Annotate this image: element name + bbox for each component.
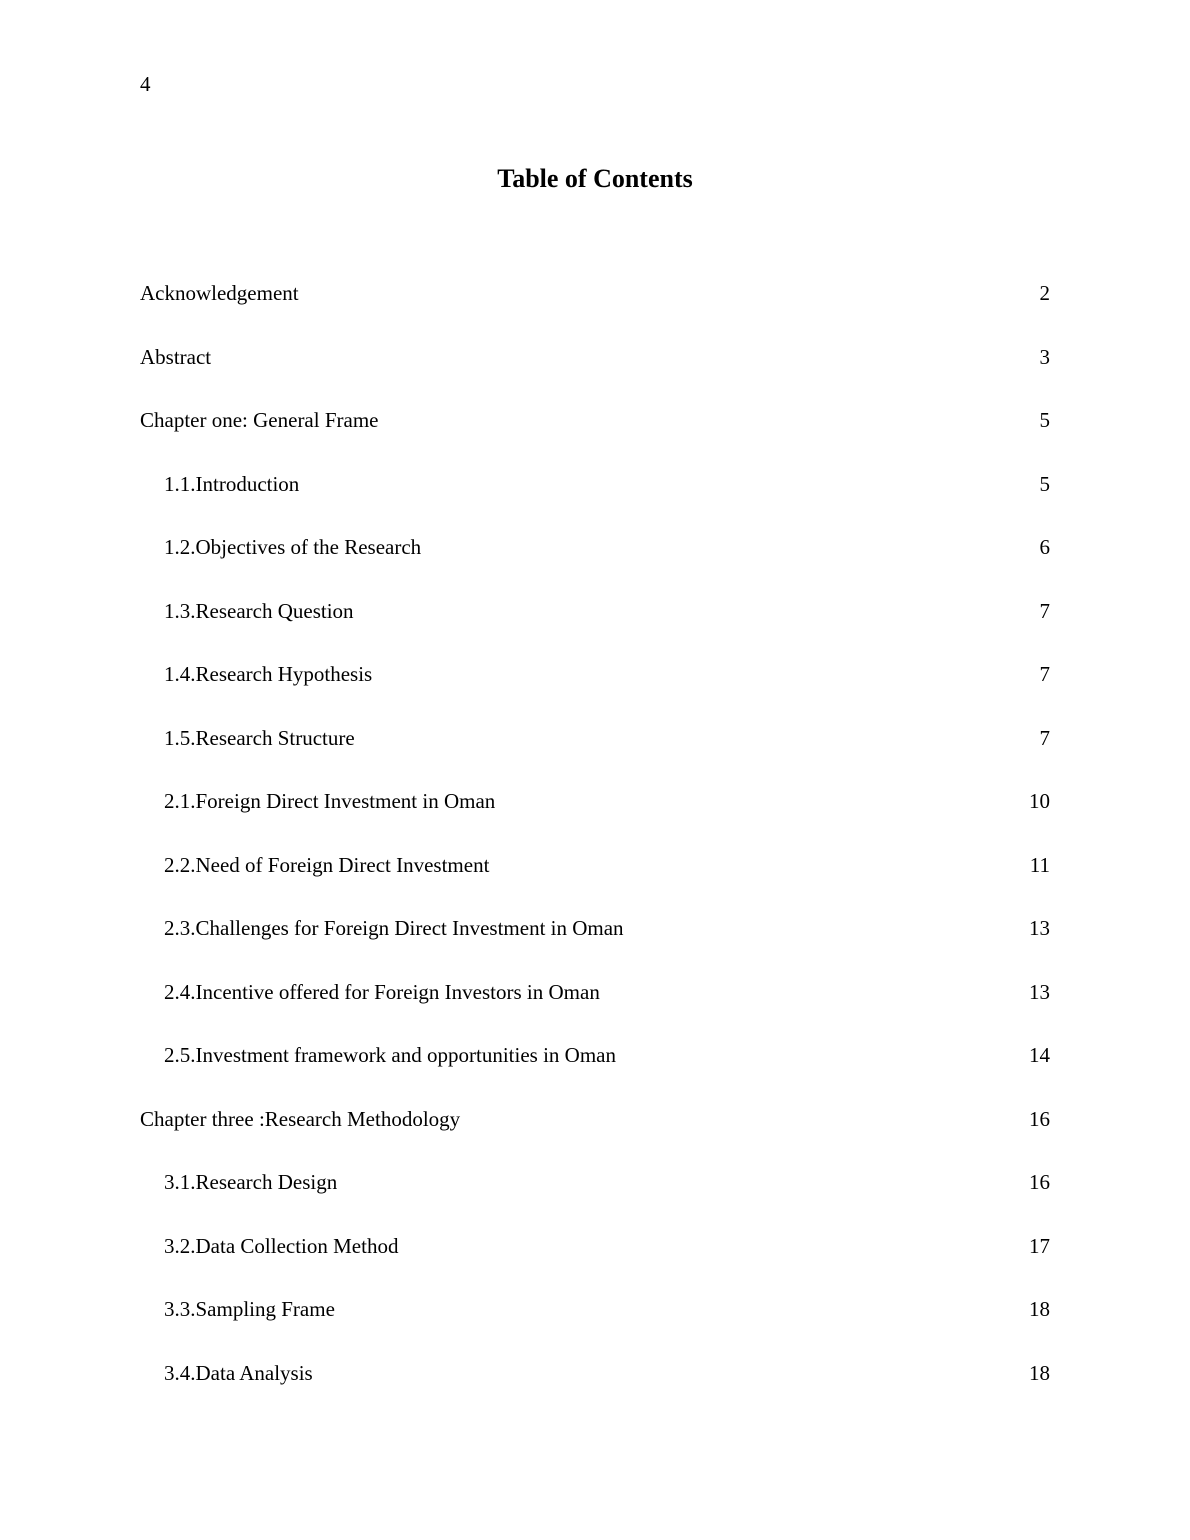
toc-entry-page: 7 (1039, 662, 1050, 686)
toc-entry-label: 3.4.Data Analysis (164, 1360, 313, 1385)
toc-entry-page: 13 (1029, 979, 1050, 1004)
toc-entry[interactable] (140, 596, 1050, 660)
toc-title: Table of Contents (497, 164, 693, 193)
toc-entry-page: 10 (1029, 789, 1050, 813)
toc-entry[interactable] (140, 723, 1050, 787)
toc-entry[interactable] (140, 850, 1050, 914)
toc-entry-page: 5 (1039, 471, 1050, 496)
toc-entry-page: 18 (1029, 1360, 1050, 1385)
toc-entry-label: 1.4.Research Hypothesis (164, 662, 373, 686)
toc-entry[interactable] (140, 278, 1050, 342)
page-number: 4 (140, 72, 151, 96)
toc-entry-label: Acknowledgement (140, 281, 299, 305)
toc-entry-page: 13 (1029, 916, 1050, 940)
toc-entry[interactable] (140, 342, 1050, 406)
toc-entry-page: 7 (1039, 725, 1050, 750)
toc-entry-label: 3.1.Research Design (164, 1170, 338, 1194)
toc-entry[interactable] (140, 1358, 1050, 1422)
toc-entry[interactable] (140, 977, 1050, 1041)
toc-entry-label: 1.5.Research Structure (164, 725, 355, 750)
toc-entry[interactable] (140, 786, 1050, 850)
toc-entry[interactable] (140, 659, 1050, 723)
toc-entry-page: 6 (1039, 535, 1050, 559)
toc-entry-label: Abstract (140, 344, 212, 369)
toc-entry-label: 1.2.Objectives of the Research (164, 535, 422, 559)
toc-entry-page: 7 (1039, 598, 1050, 623)
toc-entry-page: 5 (1039, 408, 1050, 432)
toc-entry[interactable] (140, 405, 1050, 469)
toc-entry-page: 16 (1029, 1106, 1050, 1131)
toc-entry[interactable] (140, 1231, 1050, 1295)
toc-entry-page: 14 (1029, 1043, 1050, 1067)
toc-entry-label: 3.2.Data Collection Method (164, 1233, 399, 1258)
toc-entry-label: 2.2.Need of Foreign Direct Investment (164, 852, 490, 877)
toc-entry-label: 2.1.Foreign Direct Investment in Oman (164, 789, 496, 813)
toc-entry-page: 18 (1029, 1297, 1050, 1321)
toc-entry-label: 1.1.Introduction (164, 471, 300, 496)
toc-entry[interactable] (140, 1040, 1050, 1104)
toc-entry-label: 2.3.Challenges for Foreign Direct Investment in Oman (164, 916, 624, 940)
toc-entry[interactable] (140, 469, 1050, 533)
table-of-contents (140, 278, 1050, 1421)
toc-entry-label: Chapter one: General Frame (140, 408, 379, 432)
toc-entry-label: 1.3.Research Question (164, 598, 354, 623)
toc-entry[interactable] (140, 913, 1050, 977)
toc-entry[interactable] (140, 1294, 1050, 1358)
toc-entry-label: Chapter three :Research Methodology (140, 1106, 461, 1131)
toc-entry-page: 2 (1039, 281, 1050, 305)
toc-entry-page: 11 (1029, 852, 1050, 877)
toc-entry-label: 3.3.Sampling Frame (164, 1297, 335, 1321)
toc-entry[interactable] (140, 532, 1050, 596)
toc-entry-label: 2.5.Investment framework and opportunities in Oman (164, 1043, 616, 1067)
toc-entry[interactable] (140, 1104, 1050, 1168)
toc-entry-page: 17 (1029, 1233, 1050, 1258)
toc-entry-page: 3 (1039, 344, 1050, 369)
toc-entry[interactable] (140, 1167, 1050, 1231)
toc-entry-label: 2.4.Incentive offered for Foreign Investors in Oman (164, 979, 600, 1004)
toc-entry-page: 16 (1029, 1170, 1050, 1194)
